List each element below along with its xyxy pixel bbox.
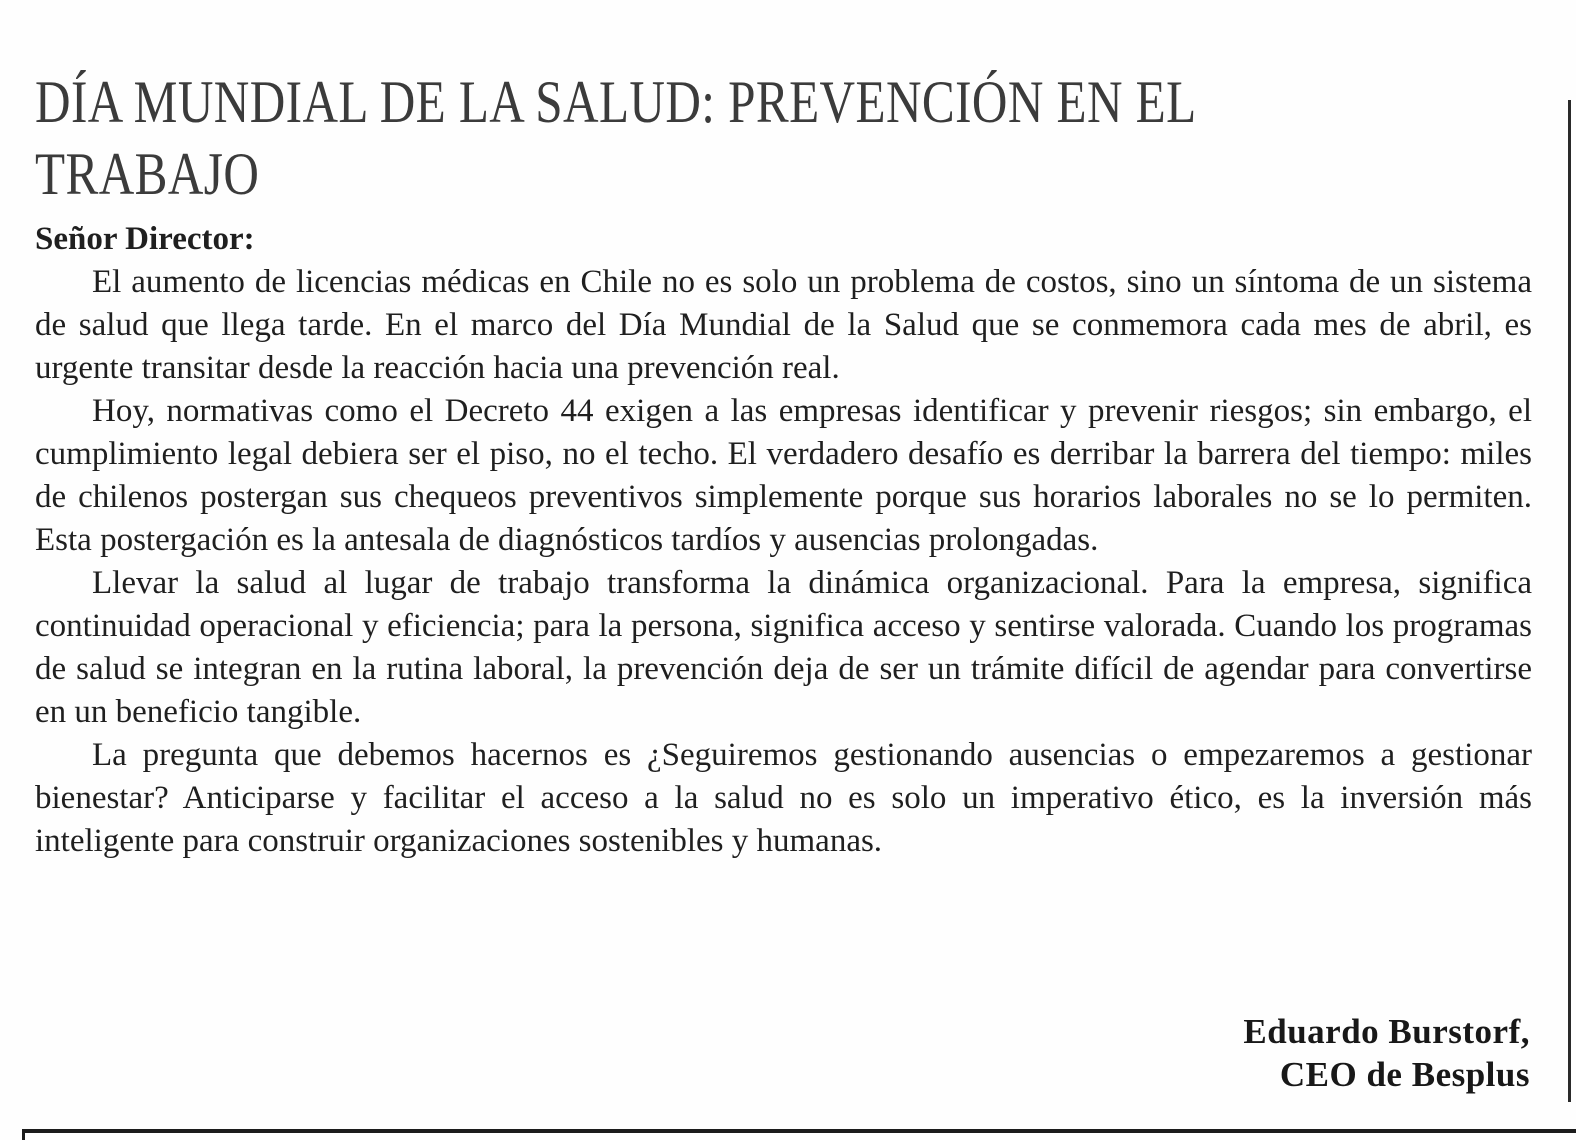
salutation: Señor Director:: [35, 221, 255, 257]
paragraph-1: El aumento de licencias médicas en Chile no es solo un problema de costos, sino un síntoma de un sistema de salud que llega tarde. En el marco del Día Mundial de la Salud que se conmemora cada mes de abril, es urgente transitar desde la reacción hacia una prevención real.: [35, 264, 1532, 386]
headline-line-1: DÍA MUNDIAL DE LA SALUD: PREVENCIÓN EN EL: [35, 69, 1197, 136]
bottom-section-rule: [22, 1129, 1576, 1133]
signature-name: Eduardo Burstorf,: [1243, 1012, 1530, 1051]
signature-role: CEO de Besplus: [1279, 1055, 1530, 1094]
article-headline: [35, 66, 1197, 210]
paragraph-3: Llevar la salud al lugar de trabajo transforma la dinámica organizacional. Para la empresa, significa continuidad operacional y eficiencia; para la persona, significa acceso y sentirse valorada. Cuando los programas de salud se integran en la rutina laboral, la prevención deja de ser un trámite difícil de agendar para convertirse en un beneficio tangible.: [35, 565, 1532, 730]
paragraph-4: La pregunta que debemos hacernos es ¿Seguiremos gestionando ausencias o empezaremos a gestionar bienestar? Anticiparse y facilitar el acceso a la salud no es solo un imperativo ético, es la inversión más inteligente para construir organizaciones sostenibles y humanas.: [35, 737, 1532, 859]
paragraph-2: Hoy, normativas como el Decreto 44 exigen a las empresas identificar y prevenir riesgos; sin embargo, el cumplimiento legal debiera ser el piso, no el techo. El verdadero desafío es derribar la barrera del tiempo: miles de chilenos postergan sus chequeos preventivos simplemente porque sus horarios laborales no se lo permiten. Esta postergación es la antesala de diagnósticos tardíos y ausencias prolongadas.: [35, 393, 1532, 558]
letter-body: [35, 218, 1532, 863]
column-divider-rule: [1568, 100, 1571, 1102]
signature-block: [1243, 1010, 1530, 1096]
bottom-section-rule-corner: [22, 1129, 25, 1140]
headline-line-2: TRABAJO: [35, 141, 260, 208]
